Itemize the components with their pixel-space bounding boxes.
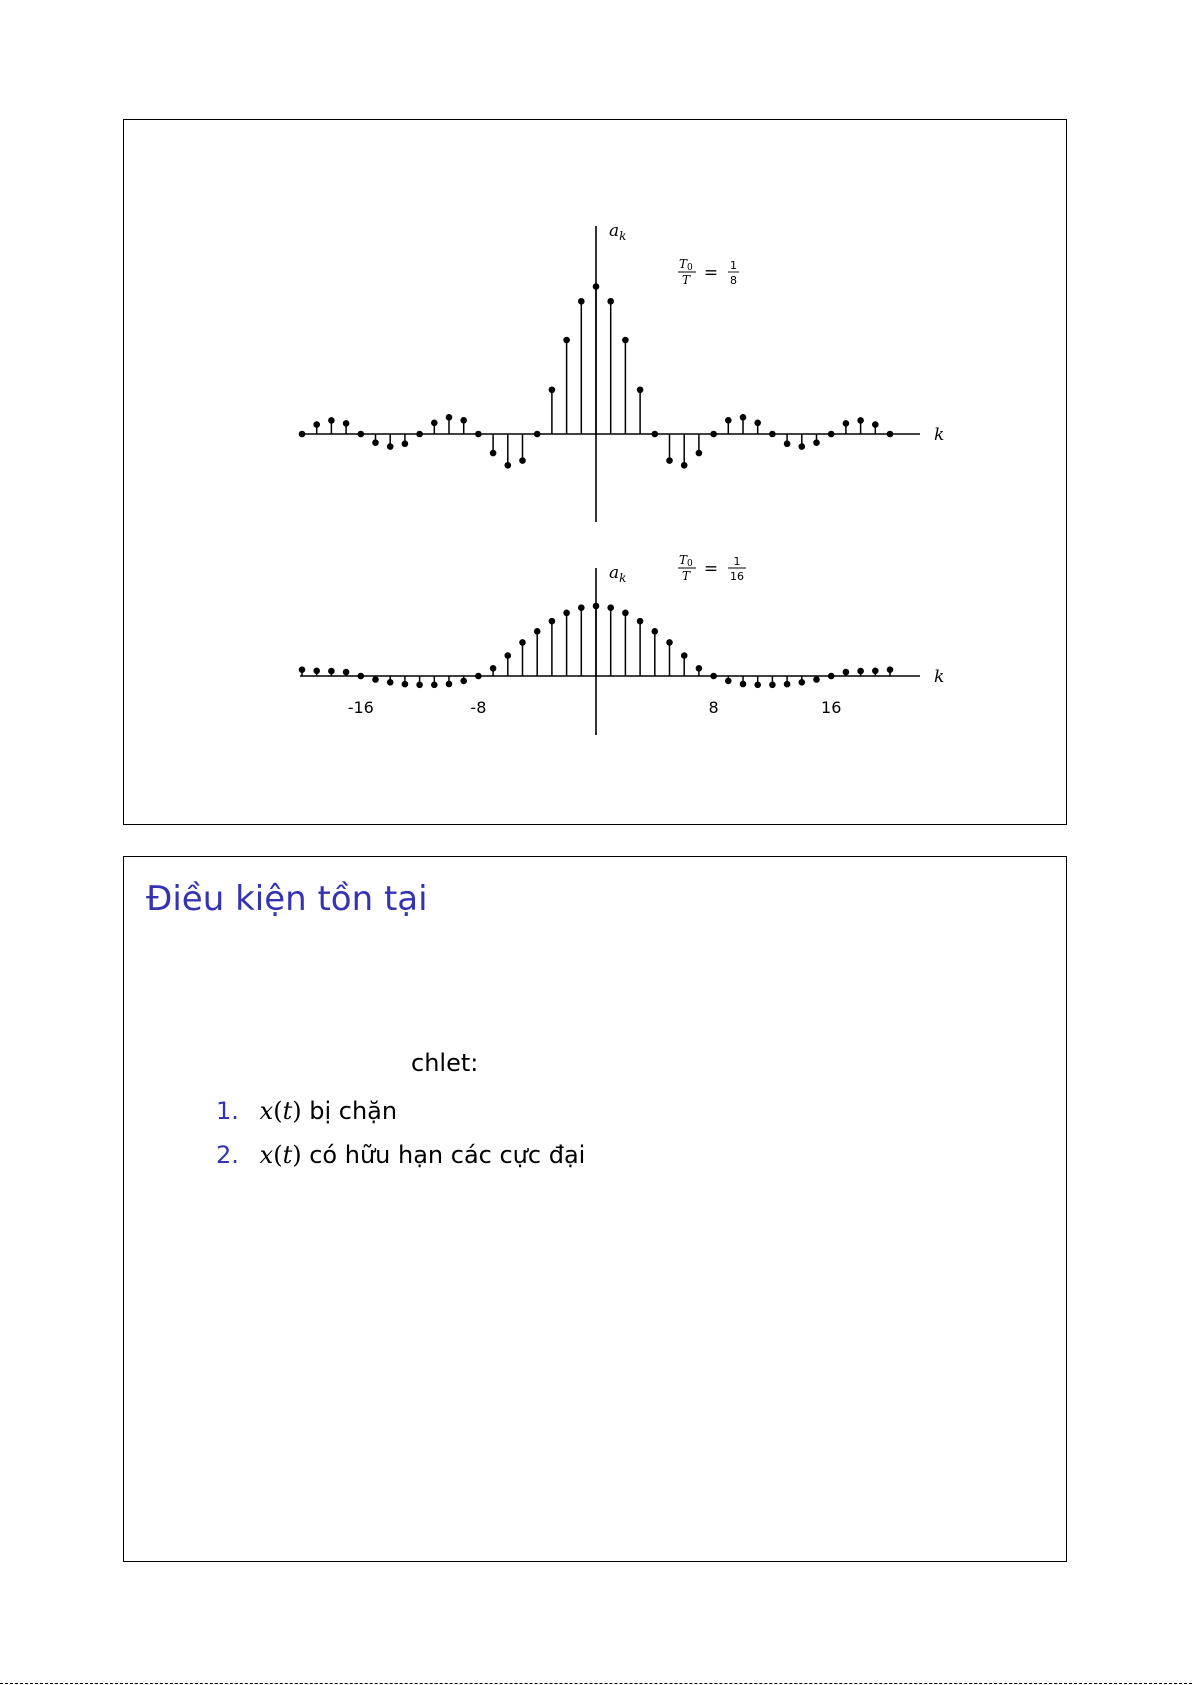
stem-marker (387, 443, 394, 450)
stem-marker (505, 462, 512, 469)
math-expression: x(t) (259, 1097, 302, 1125)
stem-marker (534, 431, 541, 438)
stem-marker (416, 682, 423, 689)
annotation-rhs-numerator: 1 (730, 259, 737, 272)
stem-marker (828, 673, 835, 680)
slide-existence-conditions (123, 856, 1067, 1562)
page-bottom-rule (0, 1683, 1192, 1684)
stem-marker (784, 440, 791, 447)
x-axis-label: k (934, 425, 945, 445)
math-var: x (259, 1141, 274, 1169)
stem-marker (784, 681, 791, 688)
stem-marker (887, 431, 894, 438)
slide-fourier-coefficients (123, 119, 1067, 825)
stem-marker (666, 639, 673, 646)
stem-marker (416, 431, 423, 438)
x-tick-label: 16 (821, 698, 842, 717)
stem-marker (446, 414, 453, 421)
stem-marker (769, 682, 776, 689)
stem-marker (637, 618, 644, 625)
math-arg: t (282, 1141, 293, 1169)
stem-marker (328, 417, 335, 424)
stem-marker (549, 386, 556, 393)
stem-marker (666, 457, 673, 464)
stem-marker (299, 666, 306, 673)
annotation-equals: = (703, 263, 719, 283)
stem-marker (857, 668, 864, 675)
stem-marker (343, 669, 350, 676)
stem-marker (740, 681, 747, 688)
stem-marker (710, 673, 717, 680)
stem-marker (519, 457, 526, 464)
stem-marker (652, 628, 659, 635)
stem-marker (402, 681, 409, 688)
stem-marker (725, 678, 732, 685)
stem-marker (593, 603, 600, 610)
condition-item (216, 1089, 585, 1133)
stem-marker (740, 414, 747, 421)
annotation-lhs-numerator: T0 (679, 257, 693, 273)
stem-marker (534, 628, 541, 635)
stem-marker (813, 439, 820, 446)
stem-marker (358, 431, 365, 438)
stem-marker (828, 431, 835, 438)
stem-marker (593, 283, 600, 290)
slide-title: Điều kiện tồn tại (146, 879, 428, 919)
stem-marker (431, 419, 438, 426)
stem-marker (460, 417, 467, 424)
stem-marker (313, 421, 320, 428)
stem-marker (799, 679, 806, 686)
x-tick-label: -16 (347, 698, 374, 717)
y-axis-label: $a_k$ (609, 563, 627, 585)
stem-marker (372, 676, 379, 683)
item-text: bị chặn (309, 1097, 398, 1125)
stem-marker (754, 682, 761, 689)
stem-marker (490, 665, 497, 672)
stem-marker (857, 417, 864, 424)
stem-marker (431, 682, 438, 689)
annotation-rhs-denominator: 8 (730, 274, 737, 287)
stem-marker (725, 417, 732, 424)
math-arg: t (282, 1097, 293, 1125)
stem-marker (799, 443, 806, 450)
math-var: x (259, 1097, 274, 1125)
stem-marker (607, 298, 614, 305)
stem-marker (490, 450, 497, 457)
stem-marker (475, 431, 482, 438)
stem-marker (607, 604, 614, 611)
stem-plots (124, 120, 1066, 824)
stem-marker (372, 439, 379, 446)
item-text: có hữu hạn các cực đại (309, 1141, 586, 1169)
stem-marker (843, 420, 850, 427)
x-tick-label: 8 (708, 698, 719, 717)
stem-marker (710, 431, 717, 438)
stem-marker (328, 668, 335, 675)
stem-marker (387, 679, 394, 686)
stem-marker (696, 450, 703, 457)
stem-marker (563, 610, 570, 617)
stem-marker (358, 673, 365, 680)
item-number: 2. (216, 1141, 239, 1169)
stem-marker (446, 681, 453, 688)
stem-marker (622, 337, 629, 344)
condition-item (216, 1133, 585, 1177)
stem-marker (549, 618, 556, 625)
stem-marker (563, 337, 570, 344)
stem-marker (754, 419, 761, 426)
item-number: 1. (216, 1097, 239, 1125)
x-tick-label: -8 (470, 698, 487, 717)
annotation-lhs-denominator: T (682, 273, 691, 287)
stem-marker (681, 462, 688, 469)
annotation-equals: = (703, 559, 719, 579)
math-expression: x(t) (259, 1141, 302, 1169)
stem-marker (652, 431, 659, 438)
y-axis-label: $a_k$ (609, 221, 627, 243)
stem-marker (681, 652, 688, 659)
stem-marker (696, 665, 703, 672)
annotation-rhs-numerator: 1 (733, 555, 741, 568)
stem-marker (622, 610, 629, 617)
stem-marker (769, 431, 776, 438)
stem-marker (813, 676, 820, 683)
stem-marker (578, 604, 585, 611)
annotation-lhs-denominator: T (682, 569, 691, 583)
stem-marker (460, 678, 467, 685)
stem-marker (505, 652, 512, 659)
stem-marker (578, 298, 585, 305)
stem-marker (299, 431, 306, 438)
stem-marker (475, 673, 482, 680)
x-axis-label: k (934, 667, 945, 687)
intro-text: chlet: (411, 1049, 479, 1077)
stem-marker (843, 669, 850, 676)
annotation-lhs-numerator: T0 (679, 553, 693, 569)
stem-marker (637, 386, 644, 393)
stem-marker (313, 668, 320, 675)
stem-marker (402, 440, 409, 447)
stem-marker (343, 420, 350, 427)
annotation-rhs-denominator: 16 (730, 570, 744, 583)
condition-list (216, 1089, 585, 1177)
stem-marker (872, 668, 879, 675)
stem-marker (887, 666, 894, 673)
stem-marker (872, 421, 879, 428)
stem-marker (519, 639, 526, 646)
